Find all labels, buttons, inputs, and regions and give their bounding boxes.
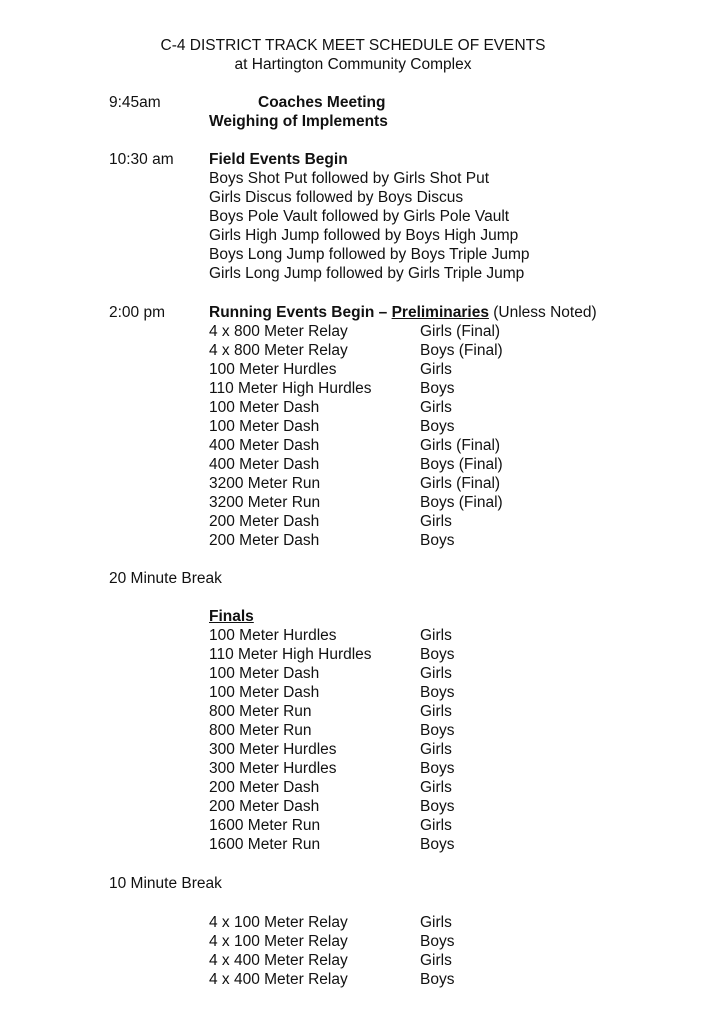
time-coaches: 9:45am	[109, 94, 161, 111]
running-events-heading	[209, 304, 597, 322]
document-subtitle: at Hartington Community Complex	[234, 56, 472, 73]
event-gender: Boys	[420, 532, 455, 549]
event-name: 800 Meter Run	[209, 722, 312, 739]
event-gender: Boys	[420, 722, 455, 739]
field-event-item: Girls Long Jump followed by Girls Triple Jump	[209, 265, 525, 282]
coaches-meeting: Coaches Meeting	[258, 94, 386, 111]
event-name: 4 x 100 Meter Relay	[209, 914, 348, 931]
event-gender: Girls	[420, 741, 452, 758]
event-name: 100 Meter Dash	[209, 399, 320, 416]
break-20-minute: 20 Minute Break	[109, 570, 222, 587]
event-name: 100 Meter Hurdles	[209, 627, 337, 644]
event-name: 4 x 800 Meter Relay	[209, 342, 348, 359]
event-name: 800 Meter Run	[209, 703, 312, 720]
event-name: 1600 Meter Run	[209, 817, 321, 834]
event-gender: Girls	[420, 779, 452, 796]
unless-noted-label: (Unless Noted)	[488, 304, 597, 321]
event-gender: Girls	[420, 703, 452, 720]
event-name: 110 Meter High Hurdles	[209, 646, 372, 663]
event-name: 300 Meter Hurdles	[209, 741, 337, 758]
event-name: 100 Meter Hurdles	[209, 361, 337, 378]
field-event-item: Boys Shot Put followed by Girls Shot Put	[209, 170, 489, 187]
event-name: 200 Meter Dash	[209, 513, 320, 530]
field-event-item: Girls High Jump followed by Boys High Jump	[209, 227, 519, 244]
running-heading-main: Running Events Begin –	[209, 304, 392, 321]
finals-heading: Finals	[209, 608, 254, 625]
event-gender: Girls	[420, 399, 452, 416]
field-event-item: Boys Pole Vault followed by Girls Pole Vault	[209, 208, 510, 225]
event-name: 3200 Meter Run	[209, 475, 321, 492]
event-name: 1600 Meter Run	[209, 836, 321, 853]
event-gender: Girls	[420, 952, 452, 969]
event-gender: Boys	[420, 836, 455, 853]
event-gender: Boys (Final)	[420, 342, 503, 359]
event-name: 300 Meter Hurdles	[209, 760, 337, 777]
event-gender: Girls (Final)	[420, 475, 501, 492]
event-name: 3200 Meter Run	[209, 494, 321, 511]
event-gender: Boys	[420, 760, 455, 777]
event-gender: Boys (Final)	[420, 456, 503, 473]
event-gender: Girls	[420, 361, 452, 378]
time-running-events: 2:00 pm	[109, 304, 166, 321]
event-name: 200 Meter Dash	[209, 532, 320, 549]
event-name: 400 Meter Dash	[209, 456, 320, 473]
event-gender: Boys	[420, 684, 455, 701]
event-name: 200 Meter Dash	[209, 798, 320, 815]
event-gender: Girls	[420, 817, 452, 834]
event-gender: Girls	[420, 665, 452, 682]
event-gender: Boys	[420, 418, 455, 435]
field-events-heading: Field Events Begin	[209, 151, 348, 168]
event-name: 110 Meter High Hurdles	[209, 380, 372, 397]
event-gender: Girls	[420, 914, 452, 931]
event-name: 4 x 100 Meter Relay	[209, 933, 348, 950]
field-event-item: Girls Discus followed by Boys Discus	[209, 189, 464, 206]
event-gender: Girls (Final)	[420, 323, 501, 340]
document-title: C-4 DISTRICT TRACK MEET SCHEDULE OF EVENTS	[160, 37, 546, 54]
event-name: 100 Meter Dash	[209, 418, 320, 435]
event-gender: Girls	[420, 627, 452, 644]
event-name: 100 Meter Dash	[209, 665, 320, 682]
weighing-implements: Weighing of Implements	[209, 113, 388, 130]
event-gender: Girls (Final)	[420, 437, 501, 454]
event-gender: Boys	[420, 798, 455, 815]
time-field-events: 10:30 am	[109, 151, 174, 168]
event-gender: Boys	[420, 971, 455, 988]
event-gender: Boys (Final)	[420, 494, 503, 511]
field-event-item: Boys Long Jump followed by Boys Triple Jump	[209, 246, 530, 263]
event-name: 400 Meter Dash	[209, 437, 320, 454]
preliminaries-label: Preliminaries	[391, 304, 489, 321]
event-gender: Boys	[420, 933, 455, 950]
event-name: 200 Meter Dash	[209, 779, 320, 796]
event-name: 4 x 800 Meter Relay	[209, 323, 348, 340]
event-name: 4 x 400 Meter Relay	[209, 952, 348, 969]
event-name: 100 Meter Dash	[209, 684, 320, 701]
event-gender: Boys	[420, 646, 455, 663]
break-10-minute: 10 Minute Break	[109, 875, 222, 892]
event-gender: Boys	[420, 380, 455, 397]
event-name: 4 x 400 Meter Relay	[209, 971, 348, 988]
event-gender: Girls	[420, 513, 452, 530]
